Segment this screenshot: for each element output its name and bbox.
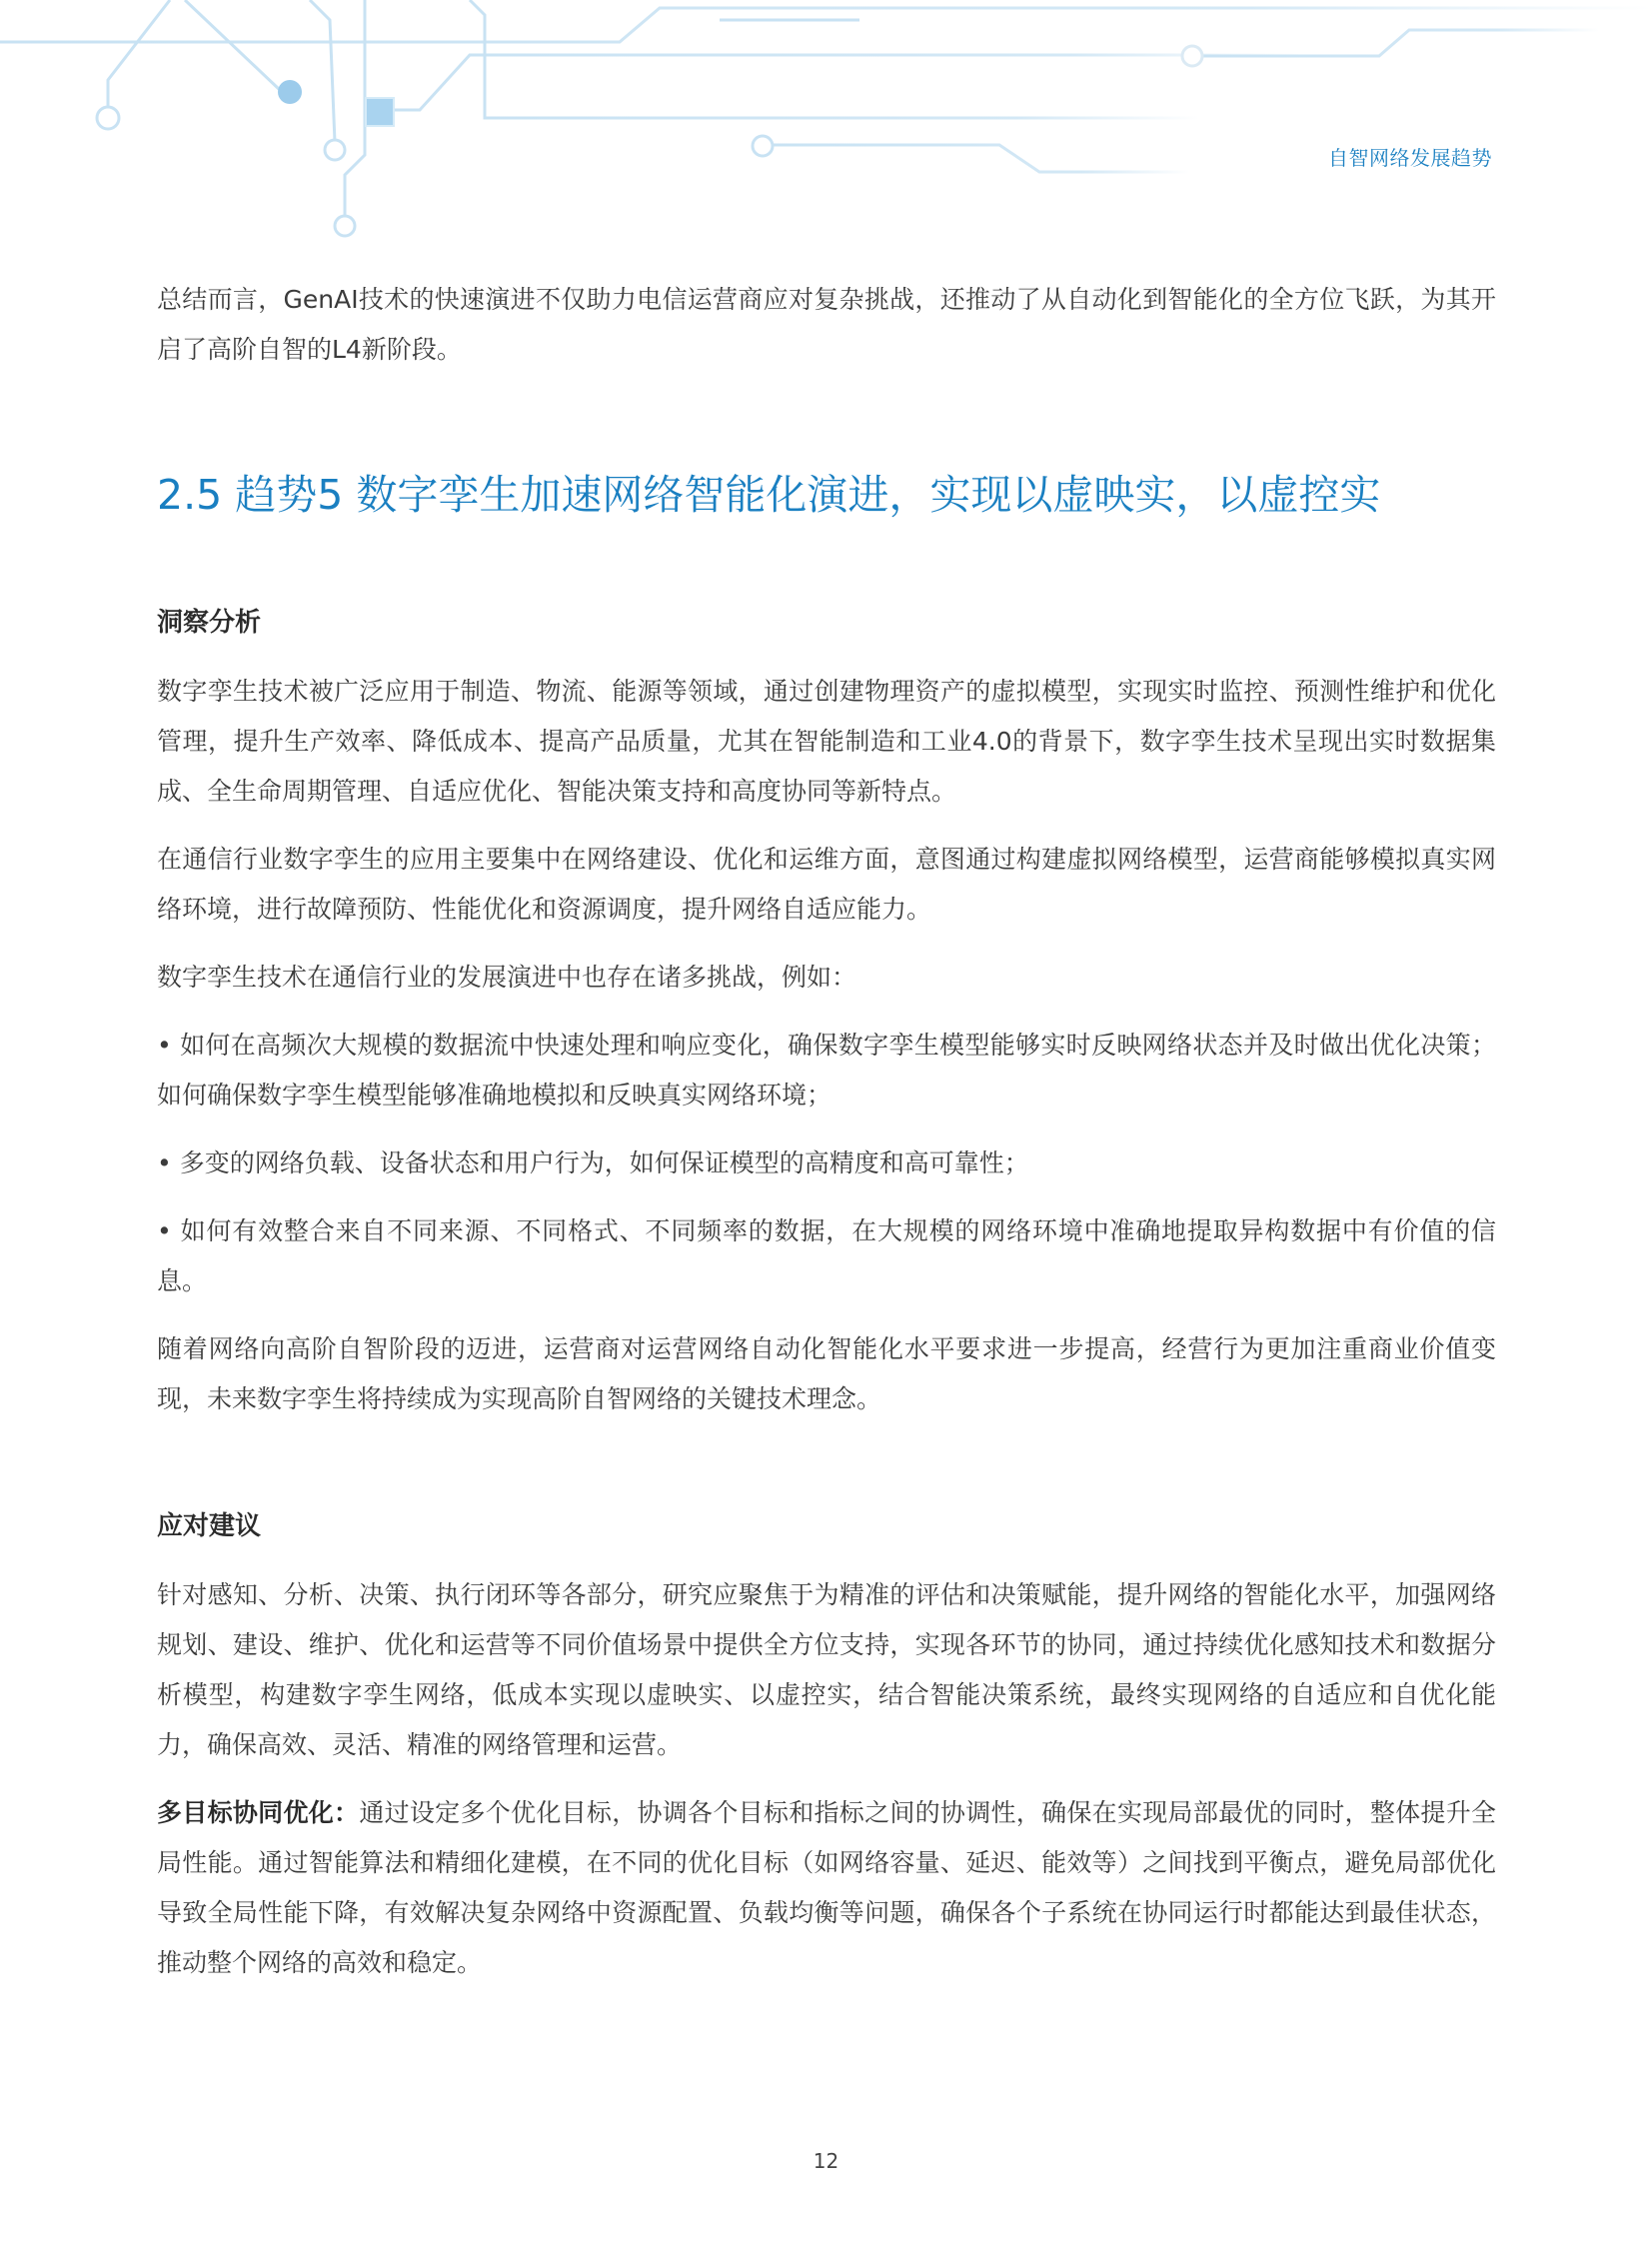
circuit-line [380, 55, 1299, 110]
intro-paragraph: 总结而言，GenAI技术的快速演进不仅助力电信运营商应对复杂挑战，还推动了从自动化到智能化的全方位飞跃，为其开启了高阶自智的L4新阶段。 [157, 285, 1496, 364]
circuit-node [753, 136, 773, 156]
circuit-node [335, 216, 355, 236]
insight-paragraph-3: 数字孪生技术在通信行业的发展演进中也存在诸多挑战，例如： [157, 963, 857, 992]
multi-target-label: 多目标协同优化： [157, 1798, 360, 1827]
circuit-line [185, 0, 280, 90]
bullet-dot-icon: • [157, 1148, 172, 1177]
insight-paragraph-2: 在通信行业数字孪生的应用主要集中在网络建设、优化和运维方面，意图通过构建虚拟网络模型，运营商能够模拟真实网络环境，进行故障预防、性能优化和资源调度，提升网络自适应能力。 [157, 845, 1496, 924]
challenge-bullet-2 [157, 1138, 1496, 1188]
circuit-line [470, 0, 1199, 118]
page-number: 12 [813, 2149, 839, 2173]
circuit-lines [0, 0, 1652, 225]
multi-target-text: 通过设定多个优化目标，协调各个目标和指标之间的协调性，确保在实现局部最优的同时，整体提升全局性能。通过智能算法和精细化建模，在不同的优化目标（如网络容量、延迟、能效等）之间找到平衡点，避免局部优化导致全局性能下降，有效解决复杂网络中资源配置、负载均衡等问题，确保各个子系统在协同运行时都能达到最佳状态，推动整个网络的高效和稳定。 [157, 1798, 1496, 1977]
challenge-bullet-3 [157, 1206, 1496, 1306]
bullet-text: 多变的网络负载、设备状态和用户行为，如何保证模型的高精度和高可靠性； [179, 1148, 1029, 1177]
running-header-title: 自智网络发展趋势 [1328, 146, 1492, 170]
circuit-node-square [366, 98, 394, 126]
circuit-line [310, 0, 335, 142]
bullet-dot-icon: • [157, 1216, 172, 1245]
circuit-line [0, 8, 1652, 42]
circuit-node [278, 80, 302, 104]
circuit-node [1182, 46, 1202, 66]
circuit-header-decoration [0, 0, 1652, 260]
bullet-text: 如何有效整合来自不同来源、不同格式、不同频率的数据，在大规模的网络环境中准确地提取异构数据中有价值的信息。 [157, 1216, 1496, 1295]
page-content [157, 275, 1496, 2006]
circuit-line [1189, 30, 1599, 56]
challenge-bullet-1 [157, 1021, 1496, 1121]
insight-paragraph-1: 数字孪生技术被广泛应用于制造、物流、能源等领域，通过创建物理资产的虚拟模型，实现实时监控、预测性维护和优化管理，提升生产效率、降低成本、提高产品质量，尤其在智能制造和工业4.0的背景下，数字孪生技术呈现出实时数据集成、全生命周期管理、自适应优化、智能决策支持和高度协同等新特点。 [157, 677, 1496, 806]
bullet-dot-icon: • [157, 1031, 172, 1060]
circuit-node [97, 107, 119, 129]
response-heading: 应对建议 [157, 1511, 262, 1541]
response-paragraph: 针对感知、分析、决策、执行闭环等各部分，研究应聚焦于为精准的评估和决策赋能，提升网络的智能化水平，加强网络规划、建设、维护、优化和运营等不同价值场景中提供全方位支持，实现各环节的协同，通过持续优化感知技术和数据分析模型，构建数字孪生网络，低成本实现以虚映实、以虚控实，结合智能决策系统，最终实现网络的自适应和自优化能力，确保高效、灵活、精准的网络管理和运营。 [157, 1580, 1496, 1759]
circuit-node [325, 140, 345, 160]
circuit-line [345, 0, 365, 225]
section-heading: 2.5 趋势5 数字孪生加速网络智能化演进，实现以虚映实，以虚控实 [157, 471, 1381, 519]
bullet-text: 如何在高频次大规模的数据流中快速处理和响应变化，确保数字孪生模型能够实时反映网络状态并及时做出优化决策；如何确保数字孪生模型能够准确地模拟和反映真实网络环境； [157, 1031, 1496, 1110]
multi-target-paragraph [157, 1788, 1496, 1988]
insight-heading: 洞察分析 [157, 608, 262, 638]
insight-closing-paragraph: 随着网络向高阶自智阶段的迈进，运营商对运营网络自动化智能化水平要求进一步提高，经营行为更加注重商业价值变现，未来数字孪生将持续成为实现高阶自智网络的关键技术理念。 [157, 1334, 1496, 1413]
circuit-line [760, 145, 1189, 172]
circuit-line [108, 0, 170, 118]
